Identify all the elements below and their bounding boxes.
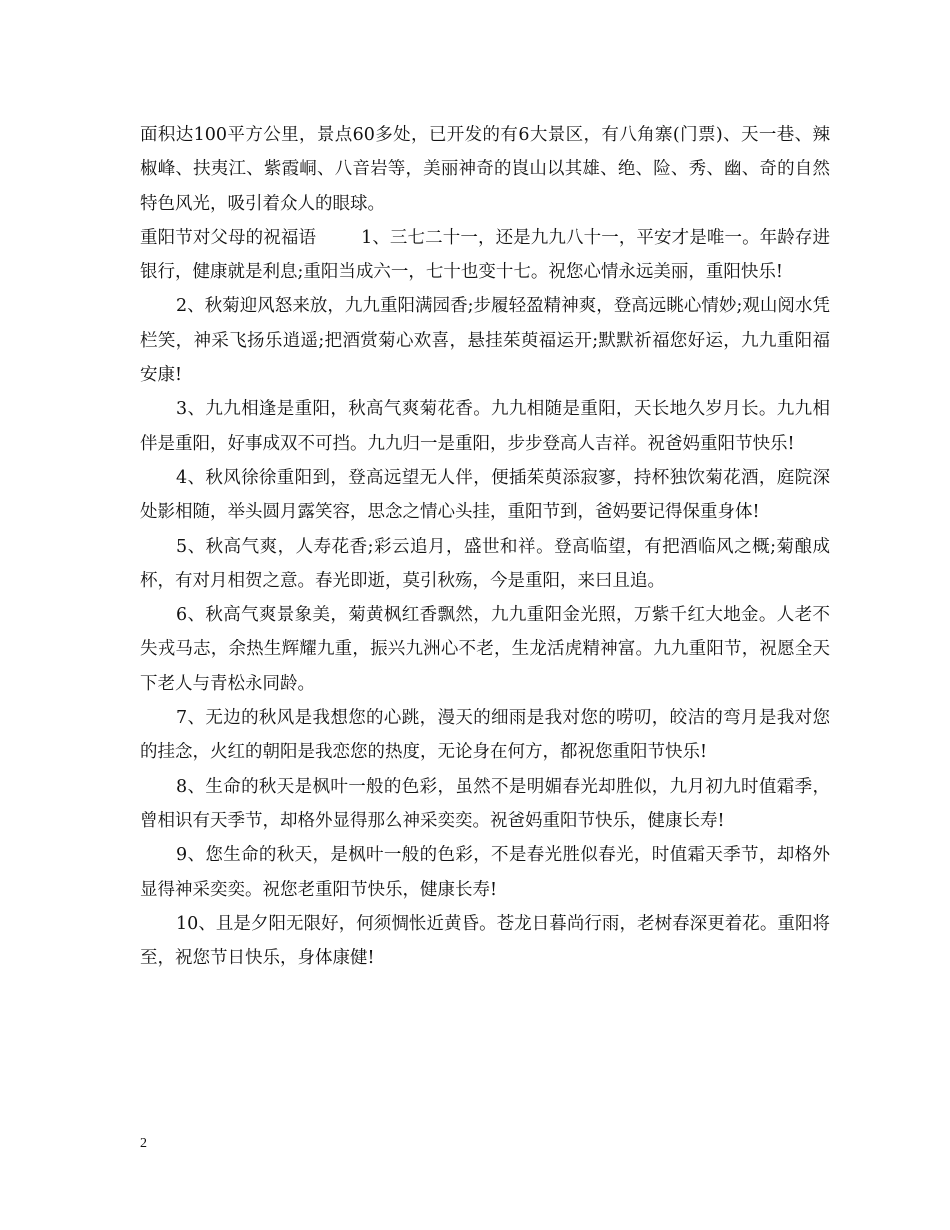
greeting-item-10: 10、且是夕阳无限好，何须惆怅近黄昏。苍龙日暮尚行雨，老树春深更着花。重阳将至，祝您节日快乐，身体康健! [140,913,830,969]
page-number: 2 [140,1136,147,1151]
greeting-item-4: 4、秋风徐徐重阳到，登高远望无人伴，便插茱萸添寂寥，持杯独饮菊花酒，庭院深处影相随，举头圆月露笑容，思念之情心头挂，重阳节到，爸妈要记得保重身体! [140,467,830,523]
greeting-item-5: 5、秋高气爽，人寿花香;彩云追月，盛世和祥。登高临望，有把酒临风之概;菊酿成杯，有对月相贺之意。春光即逝，莫引秋殇，今是重阳，来曰且追。 [140,536,830,591]
greeting-item-3: 3、九九相逢是重阳，秋高气爽菊花香。九九相随是重阳，天长地久岁月长。九九相伴是重阳，好事成双不可挡。九九归一是重阳，步步登高人吉祥。祝爸妈重阳节快乐! [140,399,830,454]
greeting-item-7: 7、无边的秋风是我想您的心跳，漫天的细雨是我对您的唠叨，皎洁的弯月是我对您的挂念，火红的朝阳是我恋您的热度，无论身在何方，都祝您重阳节快乐! [140,708,830,763]
greeting-item-8: 8、生命的秋天是枫叶一般的色彩，虽然不是明媚春光却胜似，九月初九时值霜季，曾相识有天季节，却格外显得那么神采奕奕。祝爸妈重阳节快乐，健康长寿! [140,776,830,831]
section-title: 重阳节对父母的祝福语 [140,227,317,248]
greeting-item-6: 6、秋高气爽景象美，菊黄枫红香飘然，九九重阳金光照，万紫千红大地金。人老不失戎马志，余热生辉耀九重，振兴九洲心不老，生龙活虎精神富。九九重阳节，祝愿全天下老人与青松永同龄。 [140,605,830,694]
greeting-item-1: 1、三七二十一，还是九九八十一，平安才是唯一。年龄存进银行，健康就是利息;重阳当成六一，七十也变十七。祝您心情永远美丽，重阳快乐! [140,227,830,283]
intro-paragraph: 面积达100平方公里，景点60多处，已开发的有6大景区，有八角寨(门票)、天一巷、辣椒峰、扶夷江、紫霞峒、八音岩等，美丽神奇的崀山以其雄、绝、险、秀、幽、奇的自然特色风光，吸引着众人的眼球。 [140,125,830,214]
greeting-item-2: 2、秋菊迎风怒来放，九九重阳满园香;步履轻盈精神爽，登高远眺心情妙;观山阅水凭栏笑，神采飞扬乐逍遥;把酒赏菊心欢喜，悬挂茱萸福运开;默默祈福您好运，九九重阳福安康! [140,296,830,386]
document-body [140,118,830,975]
greeting-item-9: 9、您生命的秋天，是枫叶一般的色彩，不是春光胜似春光，时值霜天季节，却格外显得神采奕奕。祝您老重阳节快乐，健康长寿! [140,845,830,900]
greetings-first-paragraph [140,221,830,290]
